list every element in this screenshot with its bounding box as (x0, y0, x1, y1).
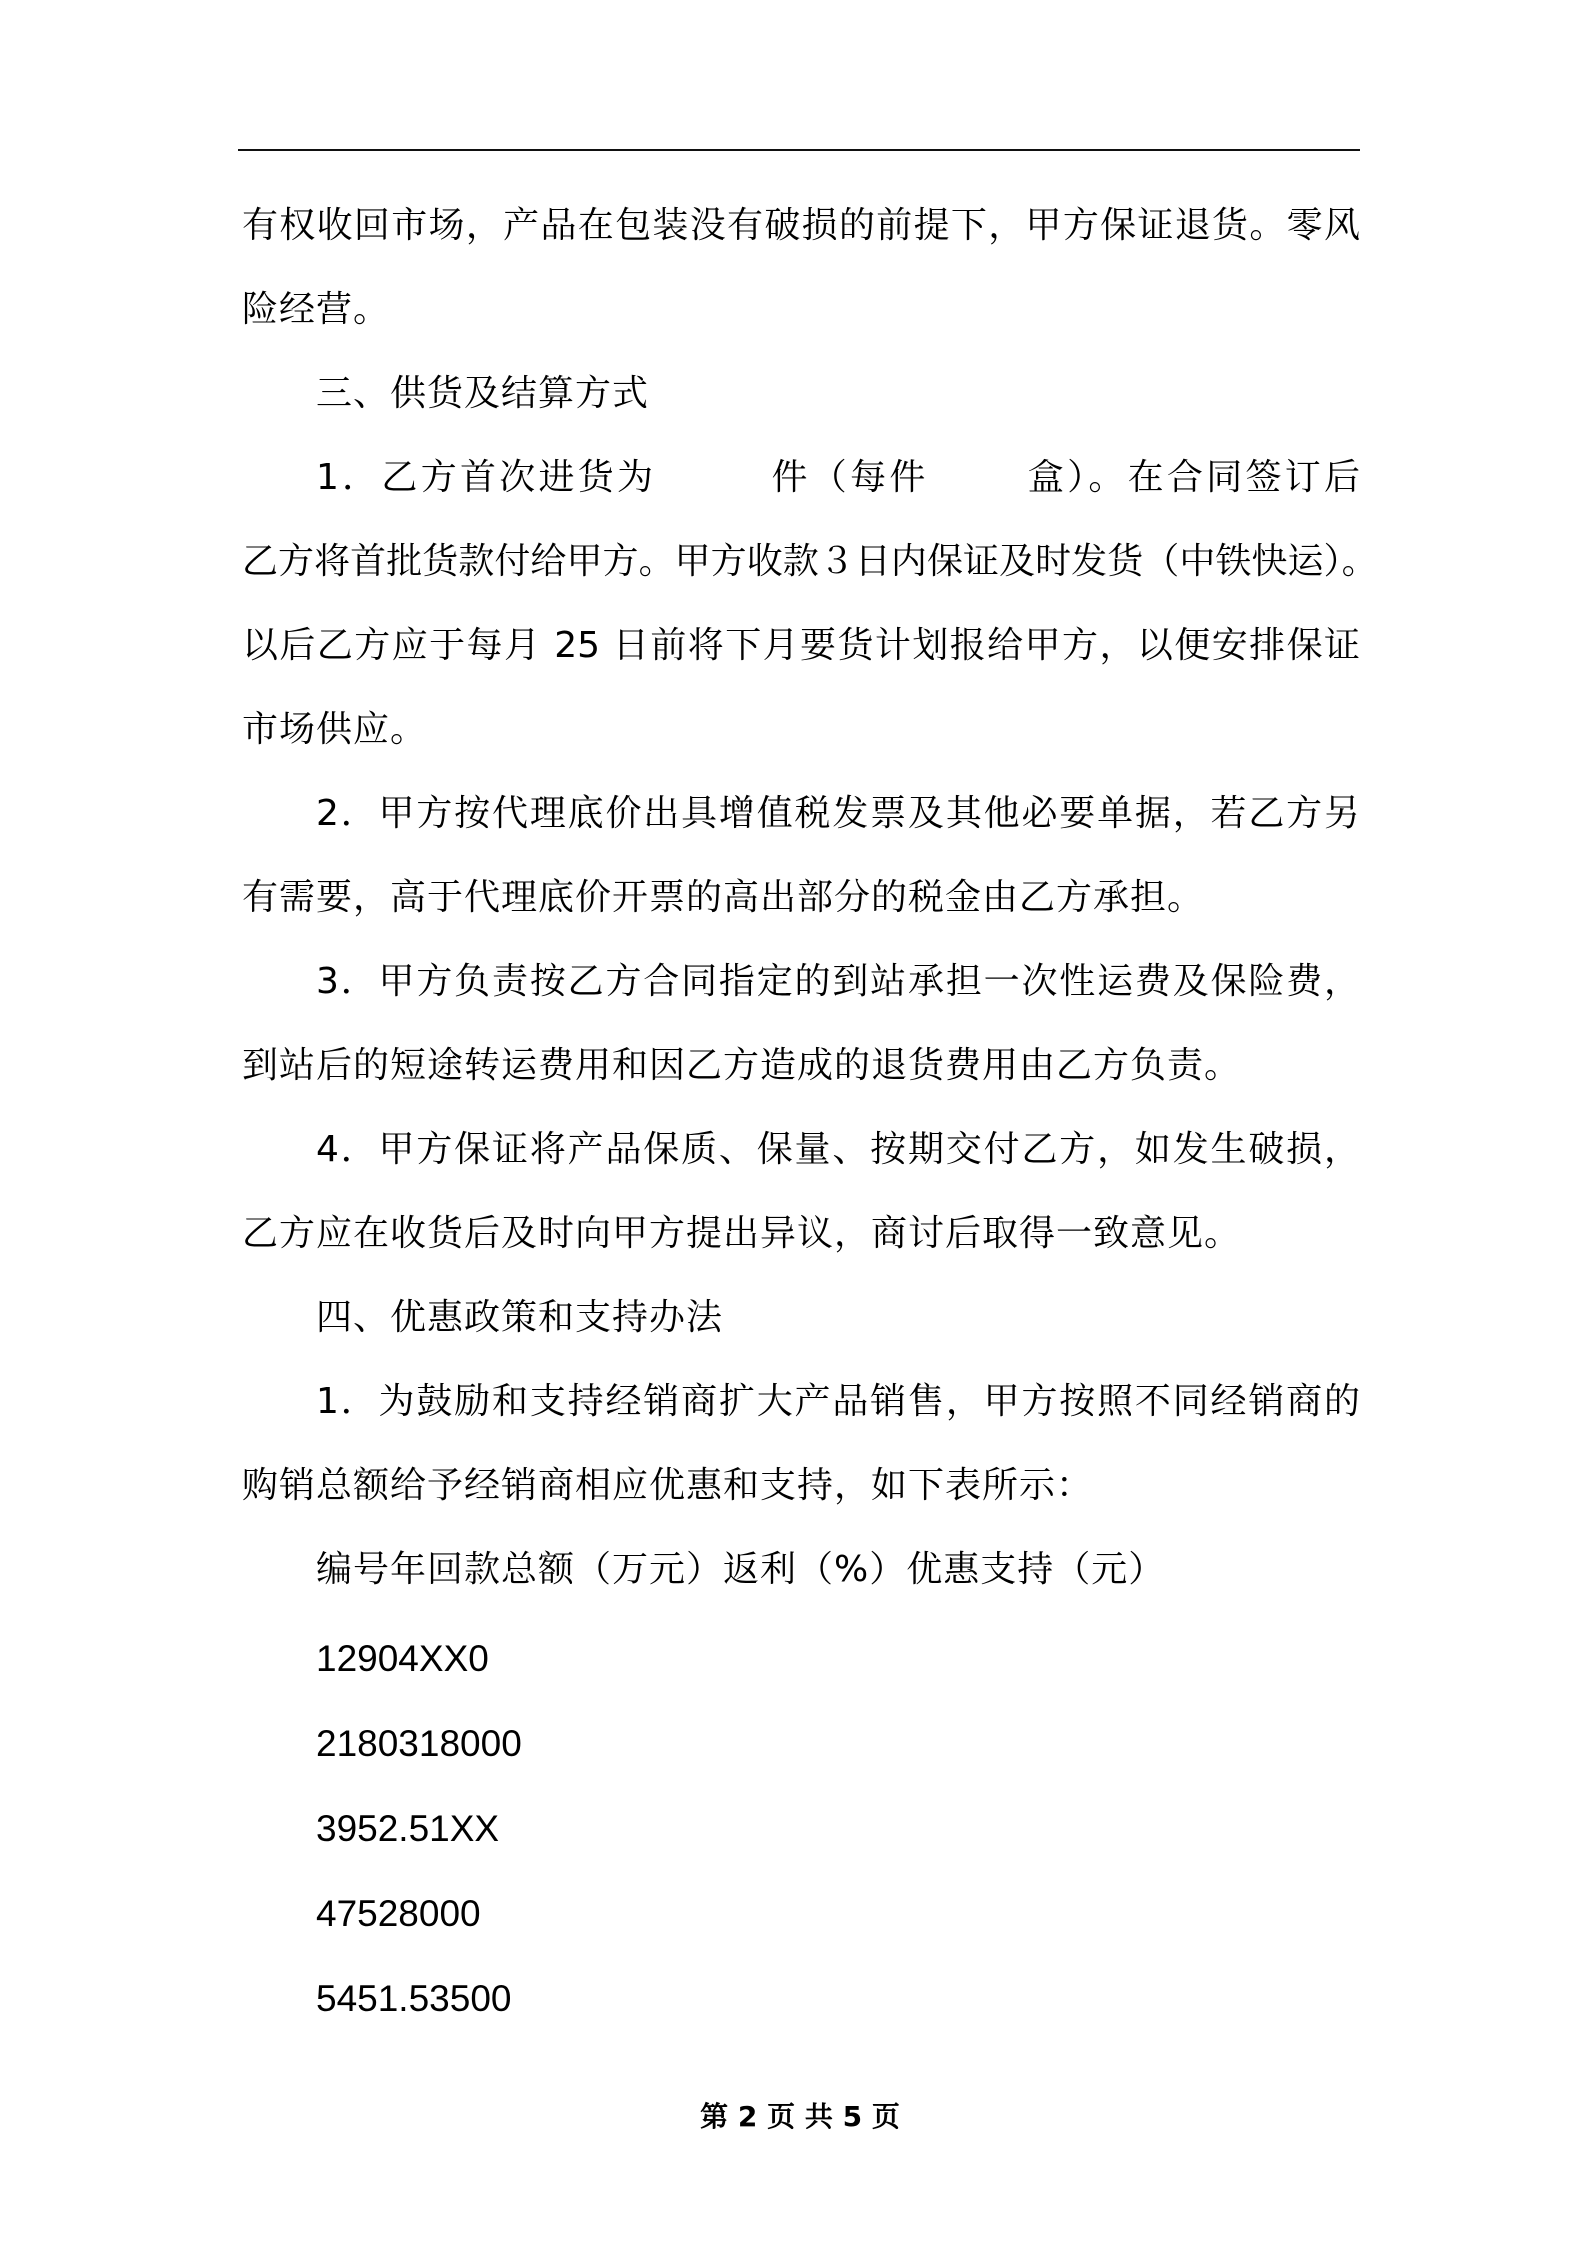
section-heading: 三、供货及结算方式 (316, 373, 650, 414)
table-row: 3952.51XX (316, 1808, 500, 1849)
body-line: 险经营。 (242, 289, 391, 330)
body-line: 购销总额给予经销商相应优惠和支持，如下表所示： (242, 1465, 1094, 1506)
fill-in-blank (656, 488, 768, 489)
body-line: 有权收回市场，产品在包装没有破损的前提下，甲方保证退货。零风 (242, 205, 1360, 246)
table-row: 2180318000 (316, 1723, 522, 1764)
body-line: 到站后的短途转运费用和因乙方造成的退货费用由乙方负责。 (242, 1045, 1242, 1086)
table-row: 47528000 (316, 1893, 481, 1934)
body-line: 1．为鼓励和支持经销商扩大产品销售，甲方按照不同经销商的 (316, 1381, 1360, 1422)
document-body (242, 184, 1377, 2041)
body-line: 乙方应在收货后及时向甲方提出异议，商讨后取得一致意见。 (242, 1213, 1242, 1254)
body-line: 2．甲方按代理底价出具增值税发票及其他必要单据，若乙方另 (316, 793, 1360, 834)
text-segment: 盒）。在合同签订后 (1024, 457, 1360, 498)
body-line (242, 436, 1360, 520)
table-row: 5451.53500 (316, 1978, 512, 2019)
body-line: 乙方将首批货款付给甲方。甲方收款３日内保证及时发货（中铁快运）。 (242, 541, 1377, 582)
header-rule (238, 149, 1360, 151)
section-heading: 四、优惠政策和支持办法 (316, 1297, 724, 1338)
page-number-footer: 第 2 页 共 5 页 (700, 2100, 900, 2133)
table-rows (242, 1616, 1360, 2041)
text-segment: 件（每件 (768, 457, 929, 498)
text-segment: 1．乙方首次进货为 (316, 457, 657, 498)
body-line: 市场供应。 (242, 709, 428, 750)
table-header-line: 编号年回款总额（万元）返利（%）优惠支持（元） (316, 1549, 1166, 1590)
body-line: 3．甲方负责按乙方合同指定的到站承担一次性运费及保险费， (316, 961, 1360, 1002)
body-line: 4．甲方保证将产品保质、保量、按期交付乙方，如发生破损， (316, 1129, 1360, 1170)
body-line: 以后乙方应于每月 25 日前将下月要货计划报给甲方，以便安排保证 (242, 625, 1360, 666)
body-line: 有需要，高于代理底价开票的高出部分的税金由乙方承担。 (242, 877, 1205, 918)
fill-in-blank (929, 488, 1025, 489)
table-row: 12904XX0 (316, 1638, 489, 1679)
